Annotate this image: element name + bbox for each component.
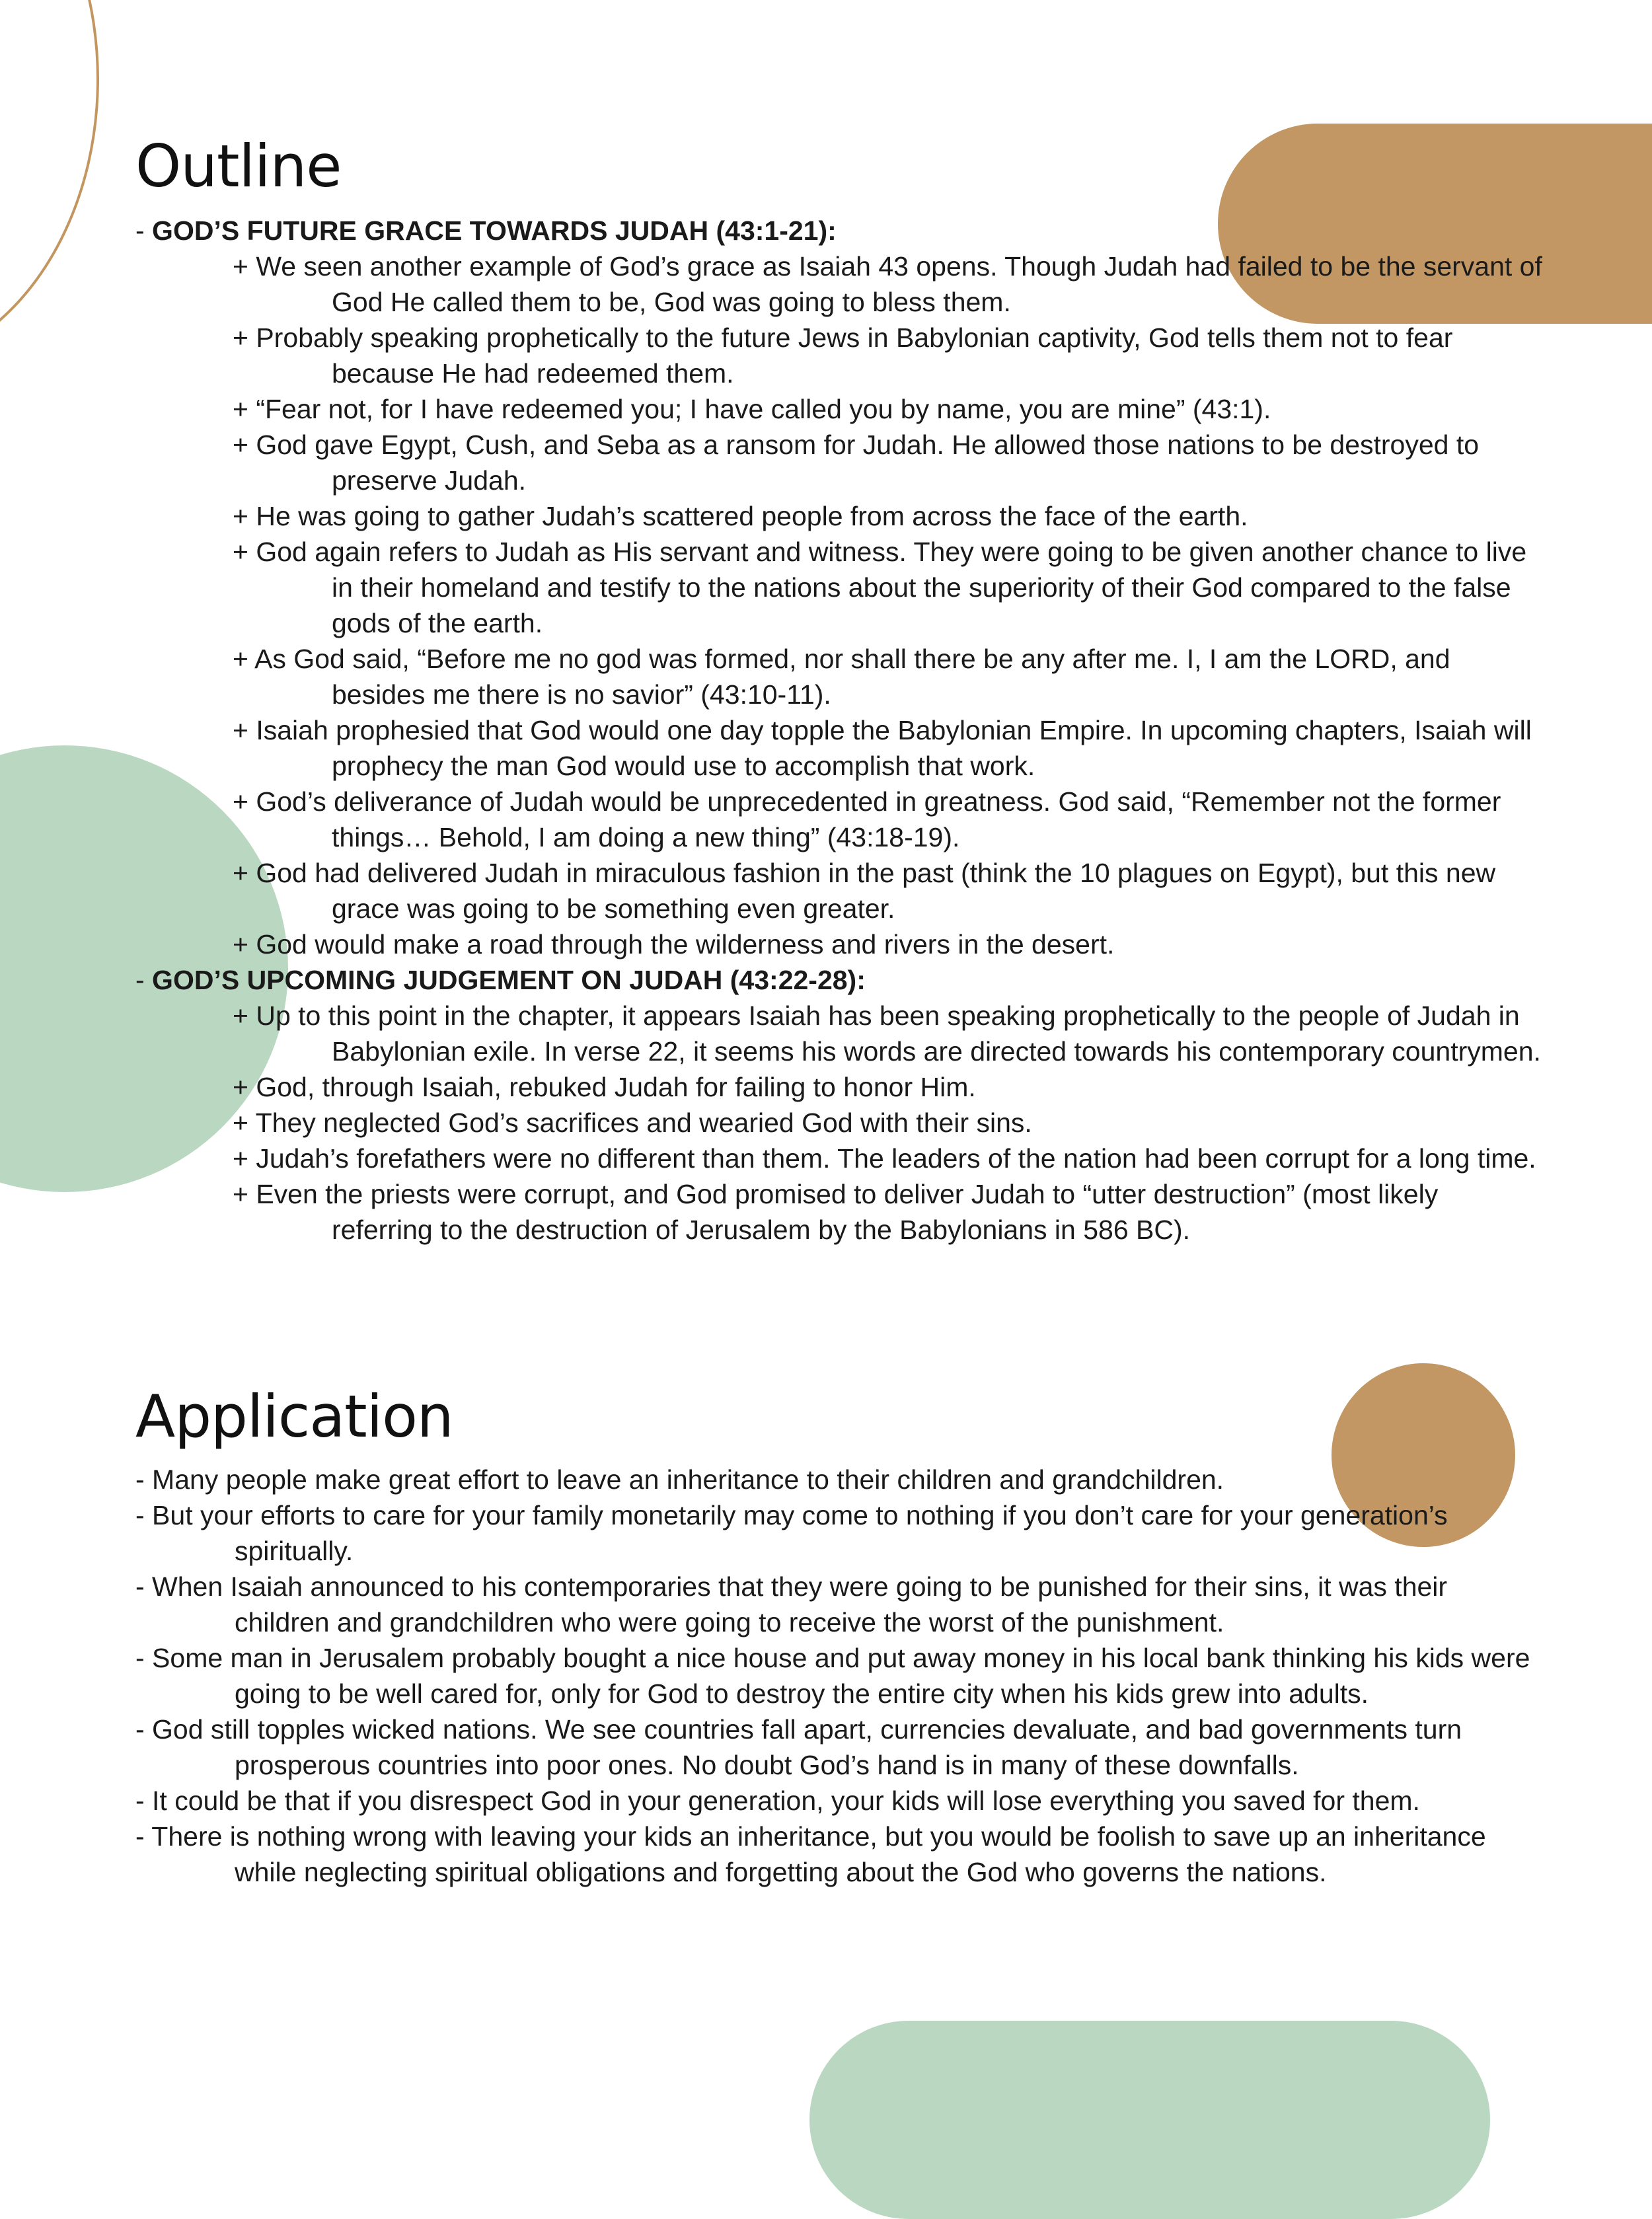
outline-point: + God, through Isaiah, rebuked Judah for failing to honor Him. bbox=[233, 1072, 976, 1102]
outline-point: + “Fear not, for I have redeemed you; I have called you by name, you are mine” (43:1). bbox=[233, 394, 1271, 424]
outline-point: + He was going to gather Judah’s scattered people from across the face of the earth. bbox=[233, 501, 1248, 531]
outline-point: + Even the priests were corrupt, and God promised to deliver Judah to “utter destruction” (most likely referring to the destruction of Jerusalem by the Babylonians in 586 BC). bbox=[233, 1179, 1439, 1245]
application-point: - There is nothing wrong with leaving your kids an inheritance, but you would be foolish to save up an inheritance while neglecting spiritual obligations and forgetting about the God who governs the nations. bbox=[135, 1821, 1486, 1887]
application-point: - God still topples wicked nations. We see countries fall apart, currencies devaluate, and bad governments turn prosperous countries into poor ones. No doubt God’s hand is in many of these downfalls. bbox=[135, 1714, 1462, 1780]
application-point: - But your efforts to care for your family monetarily may come to nothing if you don’t care for your generation’s spiritually. bbox=[135, 1500, 1448, 1566]
outline-point: + God’s deliverance of Judah would be unprecedented in greatness. God said, “Remember not the former things… Behold, I am doing a new thing” (43:18-19). bbox=[233, 786, 1501, 852]
section-title: GOD’S UPCOMING JUDGEMENT ON JUDAH (43:22-28): bbox=[152, 965, 866, 995]
application-point: - When Isaiah announced to his contemporaries that they were going to be punished for their sins, it was their children and grandchildren who were going to receive the worst of the punishment. bbox=[135, 1571, 1448, 1637]
outline-point: + Isaiah prophesied that God would one day topple the Babylonian Empire. In upcoming chapters, Isaiah will prophecy the man God would use to accomplish that work. bbox=[233, 715, 1532, 781]
outline-point: + Judah’s forefathers were no different than them. The leaders of the nation had been corrupt for a long time. bbox=[233, 1143, 1536, 1174]
outline-point: + As God said, “Before me no god was formed, nor shall there be any after me. I, I am the LORD, and besides me there is no savior” (43:10-11). bbox=[233, 644, 1450, 710]
decorative-green-pill bbox=[809, 2021, 1490, 2219]
outline-point: + God would make a road through the wilderness and rivers in the desert. bbox=[233, 929, 1115, 959]
outline-point: + Up to this point in the chapter, it appears Isaiah has been speaking prophetically to the people of Judah in Babylonian exile. In verse 22, it seems his words are directed towards his contemporary countrymen. bbox=[233, 1000, 1541, 1067]
outline-point: + Probably speaking prophetically to the future Jews in Babylonian captivity, God tells them not to fear because He had redeemed them. bbox=[233, 322, 1453, 389]
application-point: - Some man in Jerusalem probably bought a nice house and put away money in his local bank thinking his kids were going to be well cared for, only for God to destroy the entire city when his kids grew into adults. bbox=[135, 1643, 1530, 1709]
application-list bbox=[135, 1462, 1543, 1890]
application-title: Application bbox=[135, 1382, 453, 1450]
outline-point: + God again refers to Judah as His servant and witness. They were going to be given another chance to live in their homeland and testify to the nations about the superiority of their God compared to the false gods of the earth. bbox=[233, 537, 1527, 638]
section-marker: - bbox=[135, 215, 153, 246]
outline-point: + We seen another example of God’s grace as Isaiah 43 opens. Though Judah had failed to be the servant of God He called them to be, God was going to bless them. bbox=[233, 251, 1542, 317]
outline-point: + They neglected God’s sacrifices and wearied God with their sins. bbox=[233, 1108, 1032, 1138]
outline-point: + God gave Egypt, Cush, and Seba as a ransom for Judah. He allowed those nations to be destroyed to preserve Judah. bbox=[233, 430, 1480, 496]
outline-title: Outline bbox=[135, 132, 342, 200]
outline-list bbox=[135, 213, 1543, 1248]
section-heading bbox=[135, 213, 1543, 248]
outline-point: + God had delivered Judah in miraculous fashion in the past (think the 10 plagues on Egypt), but this new grace was going to be something even greater. bbox=[233, 858, 1496, 924]
section-marker: - bbox=[135, 965, 153, 995]
decorative-arc bbox=[0, 0, 99, 370]
application-point: - It could be that if you disrespect God in your generation, your kids will lose everything you saved for them. bbox=[135, 1786, 1420, 1816]
section-heading bbox=[135, 962, 1543, 998]
section-title: GOD’S FUTURE GRACE TOWARDS JUDAH (43:1-21): bbox=[152, 215, 837, 246]
application-point: - Many people make great effort to leave an inheritance to their children and grandchildren. bbox=[135, 1464, 1224, 1495]
